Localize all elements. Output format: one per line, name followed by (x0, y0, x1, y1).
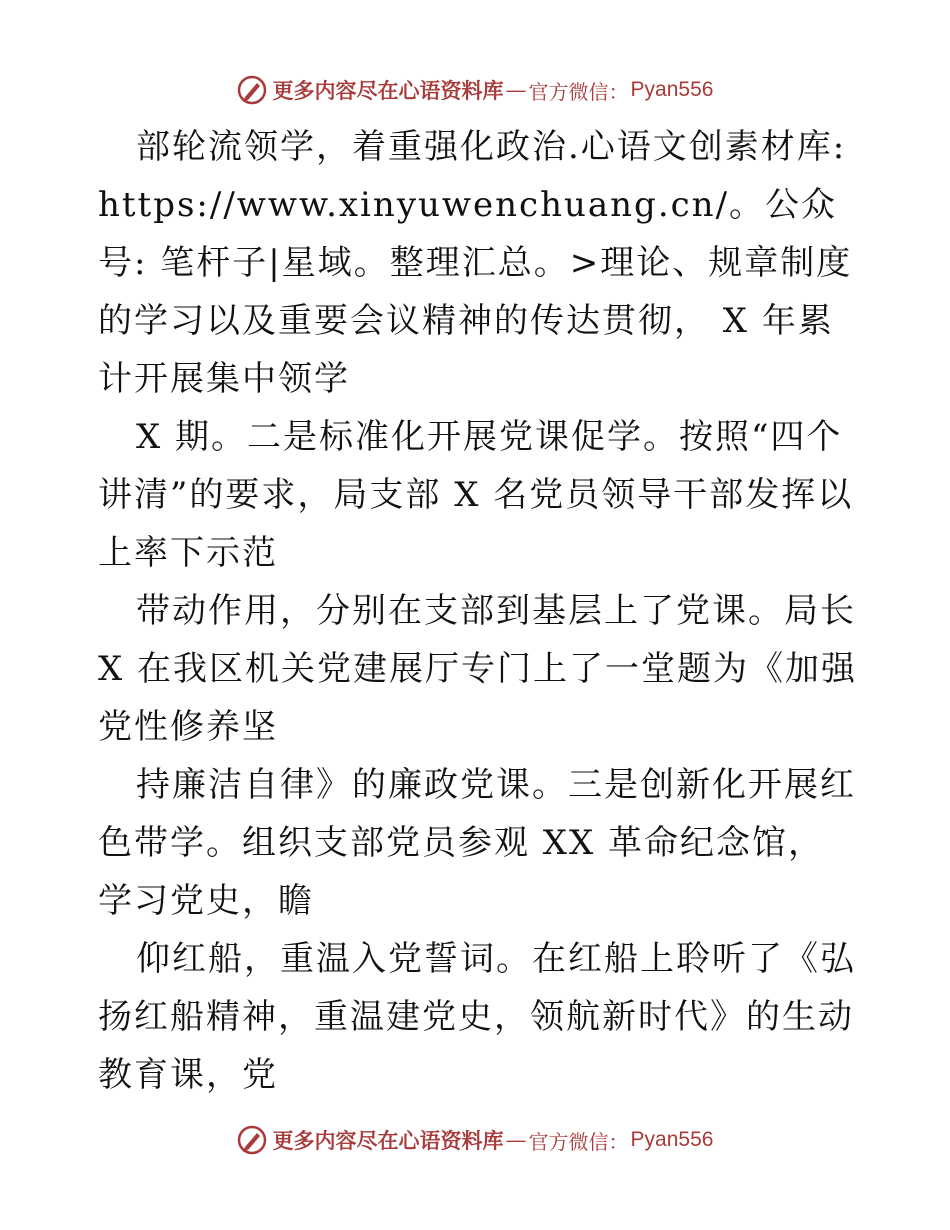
document-body (98, 118, 858, 1104)
paragraph: 持廉洁自律》的廉政党课。三是创新化开展红色带学。组织支部党员参观 XX 革命纪念馆，学习党史，瞻 (98, 765, 856, 921)
header-watermark-banner (0, 70, 950, 110)
paragraph: 仰红船，重温入党誓词。在红船上聆听了《弘扬红船精神，重温建党史，领航新时代》的生动教育课，党 (98, 939, 856, 1095)
banner-dash: — (505, 1128, 527, 1152)
banner-main-text: 更多内容尽在心语资料库 (272, 1128, 504, 1153)
banner-wechat-id: Pyan556 (630, 1128, 714, 1151)
banner-sub-text: 官方微信： (528, 79, 629, 104)
pen-logo-icon (237, 75, 267, 105)
banner-main-text: 更多内容尽在心语资料库 (272, 78, 504, 103)
pen-logo-icon (237, 1125, 267, 1155)
paragraph: 部轮流领学，着重强化政治.心语文创素材库: https://www.xinyuwenchuang.cn/。公众号: 笔杆子|星域。整理汇总。>理论、规章制度的学习以及重要会议精神的传达贯彻， X 年累计开展集中领学 (98, 127, 853, 399)
paragraph: 带动作用，分别在支部到基层上了党课。局长 X 在我区机关党建展厅专门上了一堂题为《加强党性修养坚 (98, 591, 858, 747)
banner-sub-text: 官方微信： (528, 1129, 629, 1154)
footer-watermark-banner (0, 1120, 950, 1160)
banner-dash: — (505, 78, 527, 102)
paragraph: X 期。二是标准化开展党课促学。按照“四个讲清”的要求，局支部 X 名党员领导干部发挥以上率下示范 (98, 417, 854, 573)
banner-wechat-id: Pyan556 (630, 78, 714, 101)
